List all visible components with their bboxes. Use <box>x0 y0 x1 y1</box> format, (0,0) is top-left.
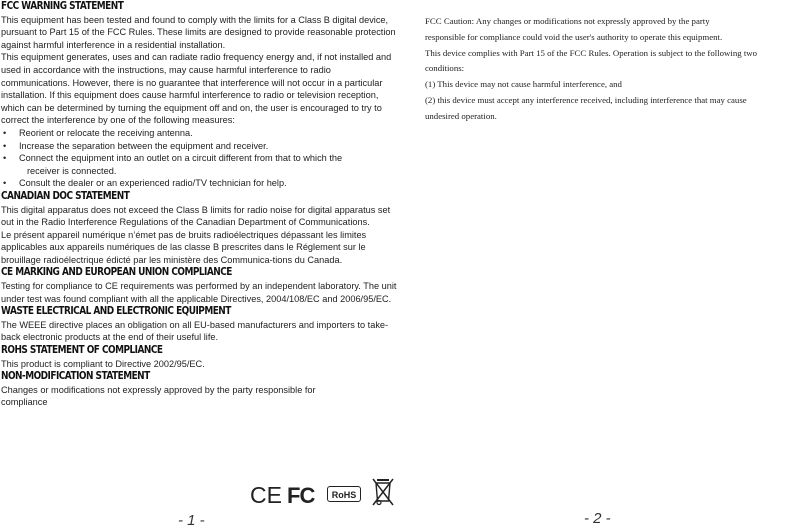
ce-mark-icon <box>250 484 284 506</box>
page-number-left: - 1 - <box>178 512 205 529</box>
ce-marking-heading: CE MARKING AND EUROPEAN UNION COMPLIANCE <box>1 266 232 279</box>
fcc-warning-para-2: This equipment generates, uses and can radiate radio frequency energy and, if not installed and used in accordance with the instructions, may cause harmful interference to radio communications. However, there is no guarantee that interference will not occur in a particular installation. If this equipment does cause harmful interference to radio or television reception, which can be determined by turning the equipment off and on, the user is encouraged to try to correct the interference by one of the following measures: <box>1 52 392 126</box>
page-number-right: - 2 - <box>584 510 611 527</box>
fcc-measures-list <box>1 127 397 190</box>
svg-text:FC: FC <box>287 484 315 506</box>
condition-2-cont: undesired operation. <box>425 110 497 121</box>
weee-bin-icon <box>371 476 395 506</box>
non-modification-section <box>1 370 397 409</box>
weee-para: The WEEE directive places an obligation on all EU-based manufacturers and importers to take-back electronic products at the end of their useful life. <box>1 319 389 343</box>
fcc-warning-para-1: This equipment has been tested and found to comply with the limits for a Class B digital device, pursuant to Part 15 of the FCC Rules. These limits are designed to provide reasonable protection against harmful interference in a residential installation. <box>1 14 396 50</box>
canadian-doc-heading: CANADIAN DOC STATEMENT <box>1 189 130 202</box>
canadian-doc-section <box>1 190 397 267</box>
conditions-line: conditions: <box>425 63 465 74</box>
list-item: • Increase the separation between the equipment and receiver. <box>1 140 397 153</box>
right-page <box>425 14 803 125</box>
ce-marking-section <box>1 266 397 305</box>
list-item-continuation: receiver is connected. <box>27 165 117 176</box>
fcc-mark-icon <box>287 484 321 506</box>
canadian-doc-para-2: Le présent appareil numérique n’émet pas de bruits radioélectriques dépassant les limites applicables aux appareils numériques de las classe B prescrites dans le Réglement sur le brouillage radioélectrique édicté par les ministère des Communica-tions du Canada. <box>1 229 367 265</box>
weee-section <box>1 305 397 344</box>
fcc-warning-section <box>1 0 397 190</box>
rohs-badge: RoHS <box>327 486 361 502</box>
fcc-caution-line-2: responsible for compliance could void the user's authority to operate this equipment. <box>425 31 723 42</box>
left-page <box>1 0 397 409</box>
condition-2: (2) this device must accept any interference received, including interference that may cause <box>425 94 747 105</box>
part15-line: This device complies with Part 15 of the FCC Rules. Operation is subject to the following two <box>425 47 758 58</box>
svg-text:CE: CE <box>250 484 282 506</box>
canadian-doc-para-1: This digital apparatus does not exceed the Class B limits for radio noise for digital apparatus set out in the Radio Interference Regulations of the Canadian Department of Communications. <box>1 204 391 228</box>
non-modification-para: Changes or modifications not expressly approved by the party responsible for compliance <box>1 384 316 408</box>
list-item: • Reorient or relocate the receiving antenna. <box>1 127 397 140</box>
condition-1: (1) This device may not cause harmful interference, and <box>425 79 622 90</box>
rohs-para: This product is compliant to Directive 2002/95/EC. <box>1 358 205 369</box>
list-item: • Consult the dealer or an experienced radio/TV technician for help. <box>1 177 397 190</box>
non-modification-heading: NON-MODIFICATION STATEMENT <box>1 370 150 383</box>
rohs-section <box>1 344 397 370</box>
list-item: • Connect the equipment into an outlet on a circuit different from that to which the receiver is connected. <box>1 152 397 177</box>
ce-marking-para: Testing for compliance to CE requirements was performed by an independent laboratory. The unit under test was found compliant with all the applicable Directives, 2004/108/EC and 2006/95/EC. <box>1 281 397 304</box>
fcc-caution-line-1: FCC Caution: Any changes or modifications not expressly approved by the party <box>425 16 710 26</box>
rohs-heading: ROHS STATEMENT OF COMPLIANCE <box>1 344 163 357</box>
fcc-warning-heading: FCC WARNING STATEMENT <box>1 0 124 12</box>
weee-heading: WASTE ELECTRICAL AND ELECTRONIC EQUIPMENT <box>1 305 231 318</box>
